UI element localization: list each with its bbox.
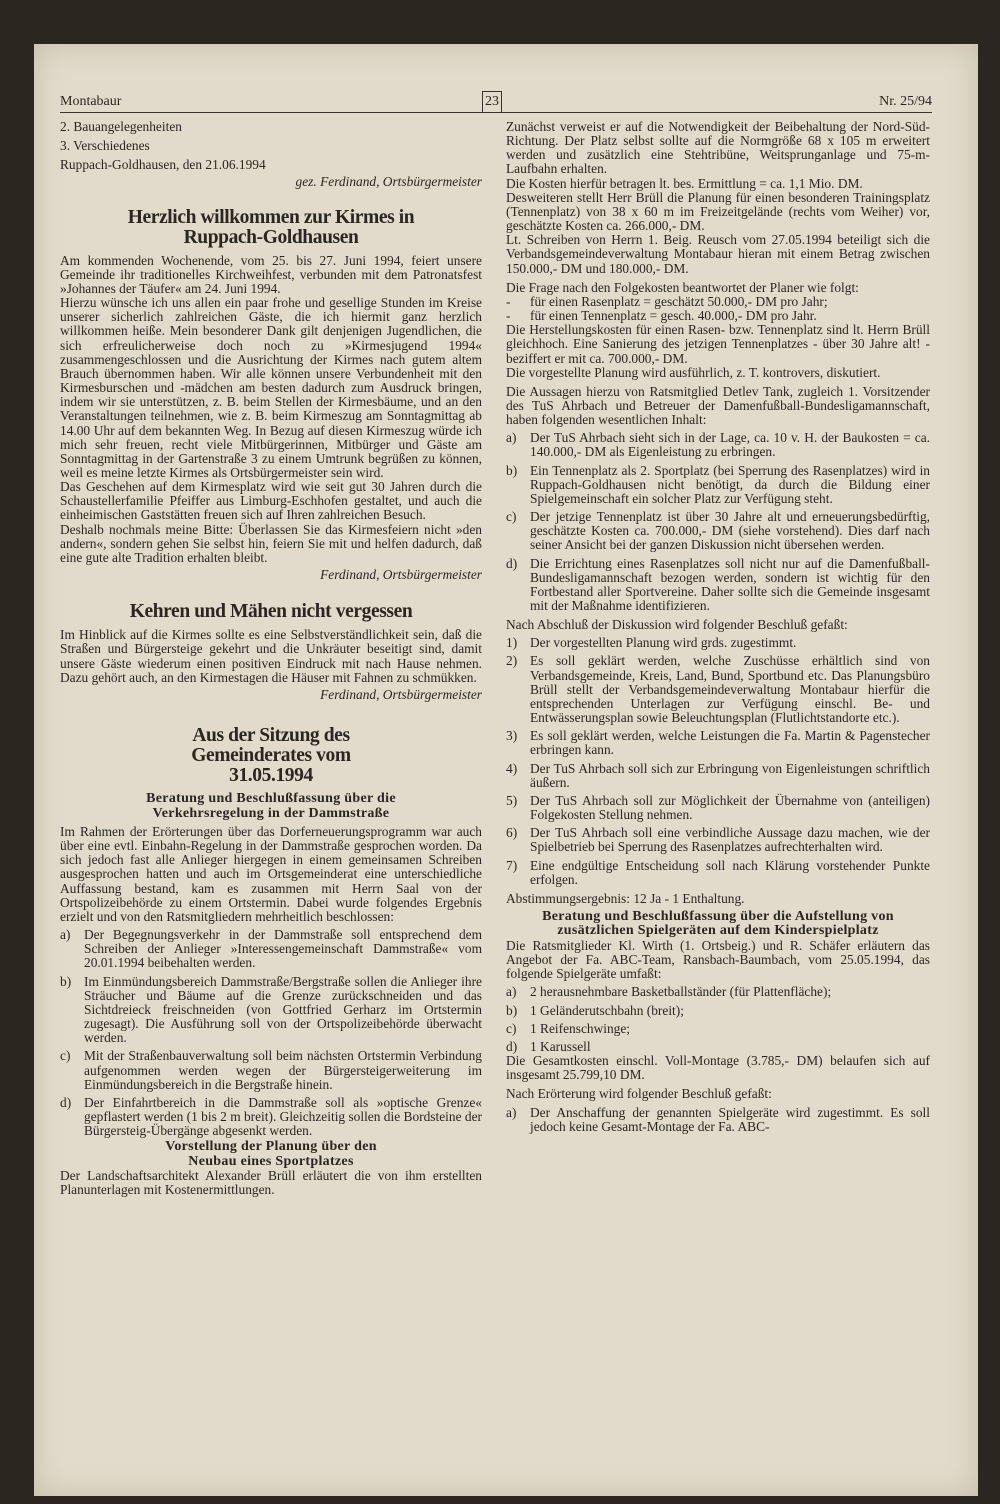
signature: Ferdinand, Ortsbürgermeister [320, 567, 482, 583]
list-item: 5) Der TuS Ahrbach soll zur Möglichkeit der Übernahme von (anteiligen) Folgekosten Stellung nehmen. [506, 792, 930, 823]
agenda-item: 3. Verschiedenes [60, 138, 150, 154]
article-title: Aus der Sitzung des Gemeinderates vom 31.05.1994 [191, 725, 351, 786]
paragraph: Nach Erörterung wird folgender Beschluß gefaßt: [506, 1086, 772, 1102]
paragraph: Im Rahmen der Erörterungen über das Dorferneuerungsprogramm war auch über eine evtl. Einbahn-Regelung in der Dammstraße gesprochen worden. Da sich jedoch fast alle Anlieger hiergegen in einem gemeinsamen Schreiben ausgesprochen hatten und auch im Ortsgemeinderat eine unterschiedliche Auffassung bestand, kam es zusammen mit Herrn Saal von der Ortspolizeibehörde zu einem Ortstermin. Dabei wurde folgendes Ergebnis erzielt und von den Ratsmitgliedern mehrheitlich beschlossen: [60, 824, 482, 924]
list-item: c) Mit der Straßenbauverwaltung soll beim nächsten Ortstermin Verbindung aufgenommen werden wegen der Bürgersteigerweiterung im Einmündungsbereich in die Bergstraße hinein. [60, 1048, 482, 1092]
dash-item: - für einen Tennenplatz = gesch. 40.000,- DM pro Jahr. [506, 308, 817, 324]
vote-result: Abstimmungsergebnis: 12 Ja - 1 Enthaltung. [506, 890, 745, 906]
list-item: 3) Es soll geklärt werden, welche Leistungen die Fa. Martin & Pagenstecher erbringen kann. [506, 728, 930, 758]
paragraph: Die Kosten hierfür betragen lt. bes. Ermittlung = ca. 1,1 Mio. DM. [506, 175, 863, 191]
list-item: 7) Eine endgültige Entscheidung soll nach Klärung vorstehender Punkte erfolgen. [506, 857, 930, 887]
list-item: a) 2 herausnehmbare Basketballständer (für Plattenfläche); [506, 984, 832, 1000]
paragraph: Die Ratsmitglieder Kl. Wirth (1. Ortsbeig.) und R. Schäfer erläutern das Angebot der Fa. ABC-Team, Ransbach-Baumbach, vom 25.05.1994, das folgende Spielgeräte umfaßt: [506, 937, 930, 982]
dash-item: - für einen Rasenplatz = geschätzt 50.000,- DM pro Jahr; [506, 293, 828, 309]
list-item: d) Der Einfahrtbereich in die Dammstraße soll als »optische Grenze« gepflastert werden (1 bis 2 m breit). Gleichzeitig sollen die Bordsteine der Bürgersteig-Übergänge abgesenkt werden. [60, 1094, 482, 1139]
paragraph: Die Aussagen hierzu von Ratsmitglied Detlev Tank, zugleich 1. Vorsitzender des TuS Ahrbach und Betreuer der Damenfußball-Bundesligamannschaft, haben folgenden wesentlichen Inhalt: [506, 383, 930, 428]
paragraph: Der Landschaftsarchitekt Alexander Brüll erläutert die von ihm erstellten Planunterlagen mit Kostenermittlungen. [60, 1168, 482, 1198]
list-item: 2) Es soll geklärt werden, welche Zuschüsse erhältlich sind von Verbandsgemeinde, Kreis, Land, Bund, Sportbund etc. Das Planungsbüro Brüll stellt der Verbandsgemeindeverwaltung Montabaur hierfür die entsprechenden Unterlagen zur Verfügung einschl. Be- und Entwässerungsplan sowie Beleuchtungsplan (Flutlichtstandorte etc.). [506, 653, 930, 726]
paragraph: Hierzu wünsche ich uns allen ein paar frohe und gesellige Stunden im Kreise unserer sicherlich zahlreichen Gäste, die ich hiermit ganz herzlich willkommen heiße. Mein besonderer Dank gilt denjenigen Jugendlichen, die sich erfreulicherweise doch noch zu »Kirmesjugend 1994« zusammengeschlossen und die Ausrichtung der Kirmes nach gutem altem Brauch übernommen haben. Wir alle können unsere Verbundenheit mit den Kirmesburschen und -mädchen am besten dadurch zum Ausdruck bringen, indem wir sie unterstützen, z. B. beim Stellen der Kirmesbäume, und an den Veranstaltungen teilnehmen, wie z. B. beim Kirmeszug am Sonntagmittag ab 14.00 Uhr auf dem bekannten Weg. In Bezug auf diesen Kirmeszug würde ich mich sehr freuen, recht viele Mitbürgerinnen, Mitbürger und Gäste am Sonntagmittag in der Gartenstraße 3 zu einem Umtrunk begrüßen zu können, weil es meine letzte Kirmes als Ortsbürgermeister sein wird. [60, 295, 482, 480]
list-item: b) Im Einmündungsbereich Dammstraße/Bergstraße sollen die Anlieger ihre Sträucher und Bäume auf die Grenze zurückschneiden und das Sichtdreieck freischneiden (von Gottfried Gerharz im Ortstermin zugesagt). Die Ausführung soll von der Ortspolizeibehörde überwacht werden. [60, 973, 482, 1046]
agenda-item: 2. Bauangelegenheiten [60, 119, 182, 134]
place-date: Ruppach-Goldhausen, den 21.06.1994 [60, 157, 266, 173]
signature: Ferdinand, Ortsbürgermeister [320, 686, 482, 702]
list-item: b) 1 Geländerutschbahn (breit); [506, 1002, 684, 1018]
paragraph: Das Geschehen auf dem Kirmesplatz wird wie seit gut 30 Jahren durch die Schaustellerfamilie Pfeiffer aus Limburg-Eschhofen gestaltet, und auch die einheimischen Gaststätten freuen sich auf Ihren zahlreichen Besuch. [60, 479, 482, 523]
paragraph: Nach Abschluß der Diskussion wird folgender Beschluß gefaßt: [506, 617, 848, 633]
list-item: c) Der jetzige Tennenplatz ist über 30 Jahre alt und erneuerungsbedürftig, geschätzte Kosten ca. 700.000,- DM (siehe vorstehend). Dies darf nach seiner Ansicht bei der ganzen Diskussion nicht übersehen werden. [506, 509, 930, 553]
article-title: Kehren und Mähen nicht vergessen [129, 601, 413, 623]
list-item: a) Der TuS Ahrbach sieht sich in der Lage, ca. 10 v. H. der Baukosten = ca. 140.000,- DM als Eigenleistung zu erbringen. [506, 430, 930, 460]
article-title: Herzlich willkommen zur Kirmes in Ruppach-Goldhausen [127, 206, 415, 248]
header-location: Montabaur [60, 94, 122, 109]
issue-number: Nr. 25/94 [879, 94, 932, 109]
signature: gez. Ferdinand, Ortsbürgermeister [295, 174, 482, 190]
paragraph: Lt. Schreiben von Herrn 1. Beig. Reusch vom 27.05.1994 beteiligt sich die Verbandsgemeindeverwaltung Montabaur hieran mit einem Betrag zwischen 150.000,- DM und 180.000,- DM. [506, 232, 930, 276]
paragraph: Die Frage nach den Folgekosten beantwortet der Planer wie folgt: [506, 279, 859, 295]
list-item: b) Ein Tennenplatz als 2. Sportplatz (bei Sperrung des Rasenplatzes) wird in Ruppach-Goldhausen nicht benötigt, da durch die Bildung einer Spielgemeinschaft ein solcher Platz zur Verfügung steht. [506, 462, 930, 506]
section-subtitle: Beratung und Beschlußfassung über die Aufstellung von zusätzlichen Spielgeräten auf dem Kinderspielplatz [542, 908, 894, 939]
right-column [506, 120, 930, 1134]
paragraph: Deshalb nochmals meine Bitte: Überlassen Sie das Kirmesfeiern nicht »den andern«, sondern gehen Sie selbst hin, feiern Sie mit und helfen dadurch, daß eine gute alte Tradition erhalten bleibt. [60, 521, 482, 565]
paragraph: Die Herstellungskosten für einen Rasen- bzw. Tennenplatz sind lt. Herrn Brüll gleichhoch. Eine Sanierung des jetzigen Tennenplatzes - über 30 Jahre alt! - beziffert er mit ca. 700.000,- DM. [506, 322, 930, 366]
list-item: c) 1 Reifenschwinge; [506, 1020, 631, 1036]
list-item: a) Der Anschaffung der genannten Spielgeräte wird zugestimmt. Es soll jedoch keine Gesamt-Montage der Fa. ABC- [506, 1104, 930, 1134]
list-item: d) Die Errichtung eines Rasenplatzes soll nicht nur auf die Damenfußball-Bundesligamannschaft bezogen werden, sondern ist wichtig für den Fortbestand aller Sportvereine. Daher sollte sich die Gemeinde insgesamt mit der Maßnahme identifizieren. [506, 555, 930, 613]
list-item: 4) Der TuS Ahrbach soll sich zur Erbringung von Eigenleistungen schriftlich äußern. [506, 760, 930, 790]
section-subtitle: Vorstellung der Planung über den Neubau eines Sportplatzes [165, 1139, 377, 1169]
left-column [60, 120, 482, 1198]
list-item: 6) Der TuS Ahrbach soll eine verbindliche Aussage dazu machen, wie der Spielbetrieb bei Sperrung des Rasenplatzes aufrechterhalten wird. [506, 825, 930, 855]
paragraph: Die Gesamtkosten einschl. Voll-Montage (3.785,- DM) belaufen sich auf insgesamt 25.799,10 DM. [506, 1053, 930, 1083]
list-item: d) 1 Karussell [506, 1038, 591, 1054]
list-item: 1) Der vorgestellten Planung wird grds. zugestimmt. [506, 635, 797, 651]
paragraph: Zunächst verweist er auf die Notwendigkeit der Beibehaltung der Nord-Süd-Richtung. Der Platz selbst sollte auf die Normgröße 68 x 105 m erweitert werden und zusätzlich eine Stehtribüne, Weitsprunganlage und 75-m-Laufbahn erhalten. [506, 119, 930, 177]
page-header [60, 92, 932, 113]
paragraph: Die vorgestellte Planung wird ausführlich, z. T. kontrovers, diskutiert. [506, 364, 881, 380]
paragraph: Am kommenden Wochenende, vom 25. bis 27. Juni 1994, feiert unsere Gemeinde ihr traditionelles Kirchweihfest, verbunden mit dem Patronatsfest »Johannes der Täufer« am 24. Juni 1994. [60, 252, 482, 296]
page-number: 23 [482, 91, 502, 113]
section-subtitle: Beratung und Beschlußfassung über die Verkehrsregelung in der Dammstraße [146, 791, 396, 821]
list-item: a) Der Begegnungsverkehr in der Dammstraße soll entsprechend dem Schreiben der Anlieger »Interessengemeinschaft Dammstraße« vom 20.01.1994 beibehalten werden. [60, 927, 482, 971]
paragraph: Desweiteren stellt Herr Brüll die Planung für einen besonderen Trainingsplatz (Tennenplatz) von 38 x 60 m im Freizeitgelände (rechts vom Weiher) vor, geschätzte Kosten ca. 266.000,- DM. [506, 189, 930, 234]
paragraph: Im Hinblick auf die Kirmes sollte es eine Selbstverständlichkeit sein, daß die Straßen und Bürgersteige gekehrt und die Unkräuter beseitigt sind, damit unsere Gäste wiederum einen positiven Eindruck mit nach Hause nehmen. Dazu gehört auch, an den Kirmestagen die Häuser mit Fahnen zu schmükken. [60, 627, 482, 685]
